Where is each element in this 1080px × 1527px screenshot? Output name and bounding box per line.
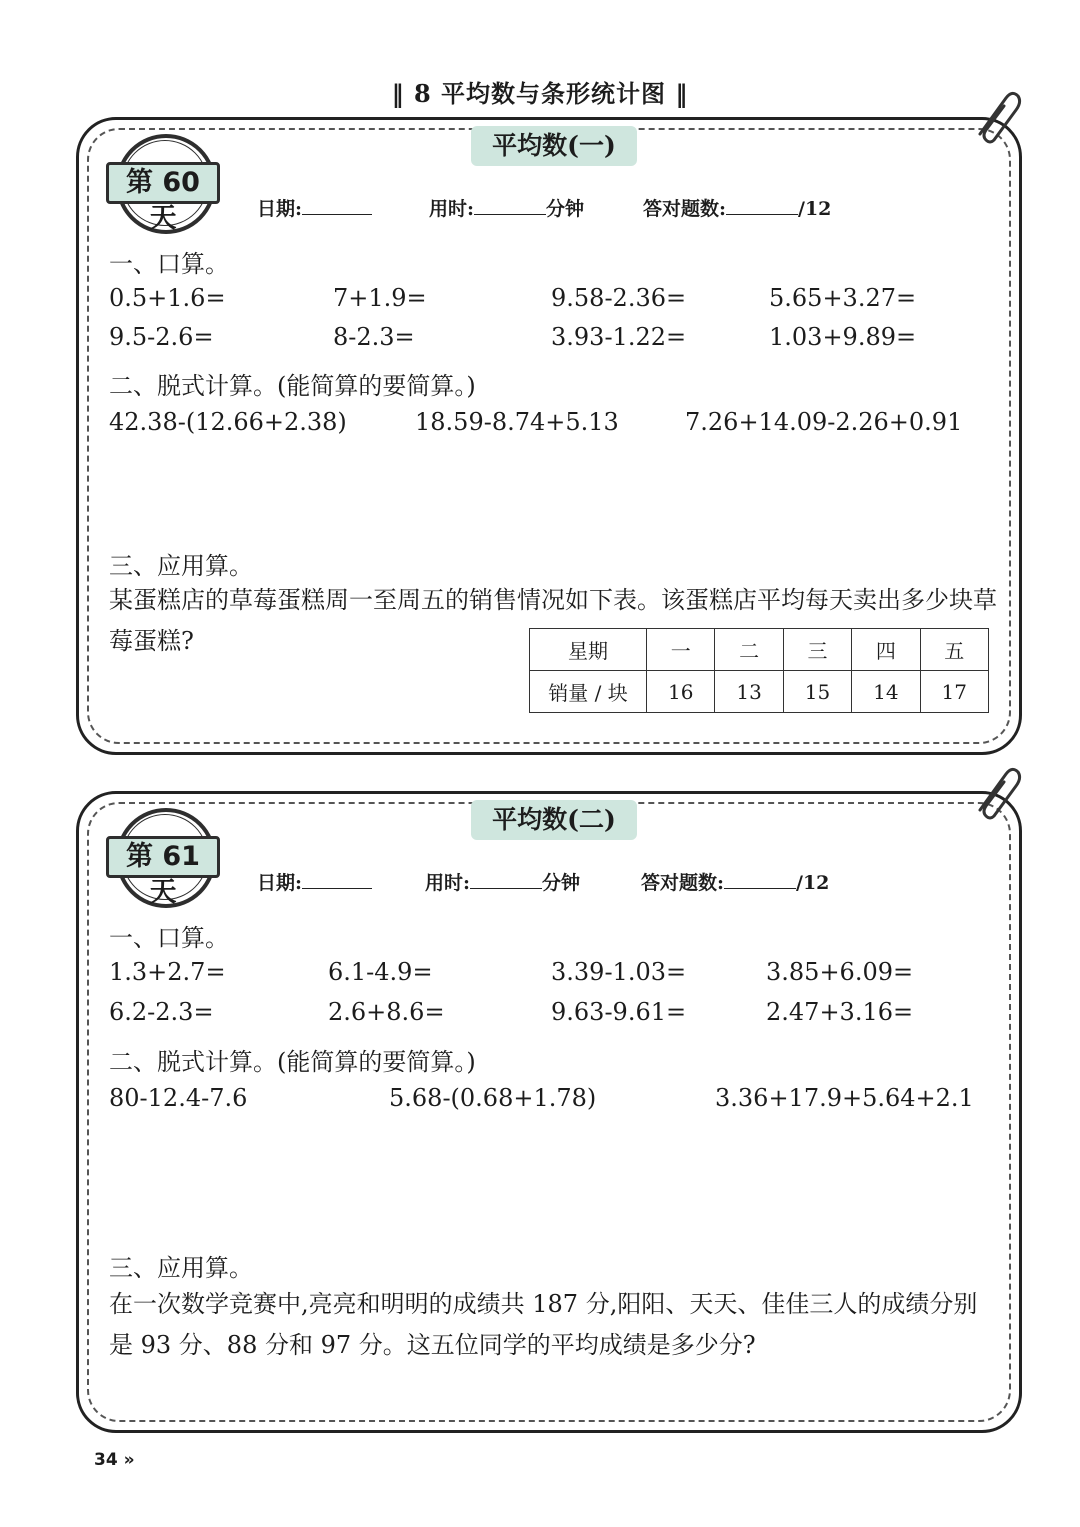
day60-section-title: 平均数(一) xyxy=(471,126,637,166)
oral-question: 9.58-2.36= xyxy=(551,284,687,312)
day60-part2-heading: 二、脱式计算。(能简算的要简算。) xyxy=(109,372,476,400)
table-cell: 14 xyxy=(852,671,920,713)
day61-problem-text: 在一次数学竞赛中,亮亮和明明的成绩共 187 分,阳阳、天天、佳佳三人的成绩分别是 93 分、88 分和 97 分。这五位同学的平均成绩是多少分? xyxy=(109,1290,978,1359)
day60-part3-heading: 三、应用算。 xyxy=(109,552,253,580)
table-cell: 一 xyxy=(647,629,715,671)
table-row xyxy=(530,629,989,671)
oral-question: 2.47+3.16= xyxy=(766,998,914,1026)
day61-card xyxy=(76,791,1022,1433)
oral-question: 9.63-9.61= xyxy=(551,998,687,1026)
day60-badge-label: 第 60 天 xyxy=(106,162,220,204)
calc-question: 3.36+17.9+5.64+2.1 xyxy=(715,1084,974,1112)
oral-question: 2.6+8.6= xyxy=(328,998,445,1026)
table-cell: 15 xyxy=(783,671,851,713)
oral-question: 0.5+1.6= xyxy=(109,284,226,312)
day61-score-blank[interactable] xyxy=(724,872,796,889)
oral-question: 1.3+2.7= xyxy=(109,958,226,986)
day60-part1-heading: 一、口算。 xyxy=(109,250,229,278)
calc-question: 7.26+14.09-2.26+0.91 xyxy=(685,408,963,436)
day60-card xyxy=(76,117,1022,755)
oral-question: 3.39-1.03= xyxy=(551,958,687,986)
calc-question: 80-12.4-7.6 xyxy=(109,1084,248,1112)
day60-score-blank[interactable] xyxy=(726,198,798,215)
oral-question: 5.65+3.27= xyxy=(769,284,917,312)
table-cell: 二 xyxy=(715,629,783,671)
day61-date-blank[interactable] xyxy=(302,872,372,889)
day60-date-blank[interactable] xyxy=(302,198,372,215)
day60-time-blank[interactable] xyxy=(474,198,546,215)
oral-question: 7+1.9= xyxy=(333,284,427,312)
day60-problem-text: 某蛋糕店的草莓蛋糕周一至周五的销售情况如下表。该蛋糕店平均每天卖出多少块草莓蛋糕? xyxy=(109,586,997,655)
paperclip-icon xyxy=(966,84,1022,144)
calc-question: 18.59-8.74+5.13 xyxy=(415,408,619,436)
day61-part3-heading: 三、应用算。 xyxy=(109,1254,253,1282)
table-cell: 13 xyxy=(715,671,783,713)
day60-score: 答对题数: /12 xyxy=(643,198,832,220)
table-cell: 五 xyxy=(920,629,988,671)
table-header-cell: 销量 / 块 xyxy=(530,671,647,713)
table-cell: 16 xyxy=(647,671,715,713)
day60-time: 用时: 分钟 xyxy=(429,198,585,220)
table-cell: 17 xyxy=(920,671,988,713)
calc-question: 42.38-(12.66+2.38) xyxy=(109,408,347,436)
page-number: 34 » xyxy=(94,1450,135,1470)
day61-time: 用时: 分钟 xyxy=(425,872,581,894)
oral-question: 6.2-2.3= xyxy=(109,998,214,1026)
day61-badge-label: 第 61 天 xyxy=(106,836,220,878)
table-header-cell: 星期 xyxy=(530,629,647,671)
day61-score: 答对题数: /12 xyxy=(641,872,830,894)
oral-question: 8-2.3= xyxy=(333,323,415,351)
table-row xyxy=(530,671,989,713)
oral-question: 1.03+9.89= xyxy=(769,323,917,351)
oral-question: 9.5-2.6= xyxy=(109,323,214,351)
table-cell: 三 xyxy=(783,629,851,671)
day60-badge xyxy=(106,134,222,234)
table-cell: 四 xyxy=(852,629,920,671)
day60-sales-table xyxy=(529,628,989,713)
day60-date: 日期: xyxy=(257,194,372,221)
day61-section-title: 平均数(二) xyxy=(471,800,637,840)
day61-badge xyxy=(106,808,222,908)
calc-question: 5.68-(0.68+1.78) xyxy=(389,1084,597,1112)
chapter-title: ‖ 8 平均数与条形统计图 ‖ xyxy=(391,79,689,108)
day61-date: 日期: xyxy=(257,868,372,895)
day61-part2-heading: 二、脱式计算。(能简算的要简算。) xyxy=(109,1048,476,1076)
oral-question: 3.93-1.22= xyxy=(551,323,687,351)
oral-question: 3.85+6.09= xyxy=(766,958,914,986)
paperclip-icon xyxy=(966,760,1022,820)
day61-part1-heading: 一、口算。 xyxy=(109,924,229,952)
day61-time-blank[interactable] xyxy=(470,872,542,889)
oral-question: 6.1-4.9= xyxy=(328,958,433,986)
